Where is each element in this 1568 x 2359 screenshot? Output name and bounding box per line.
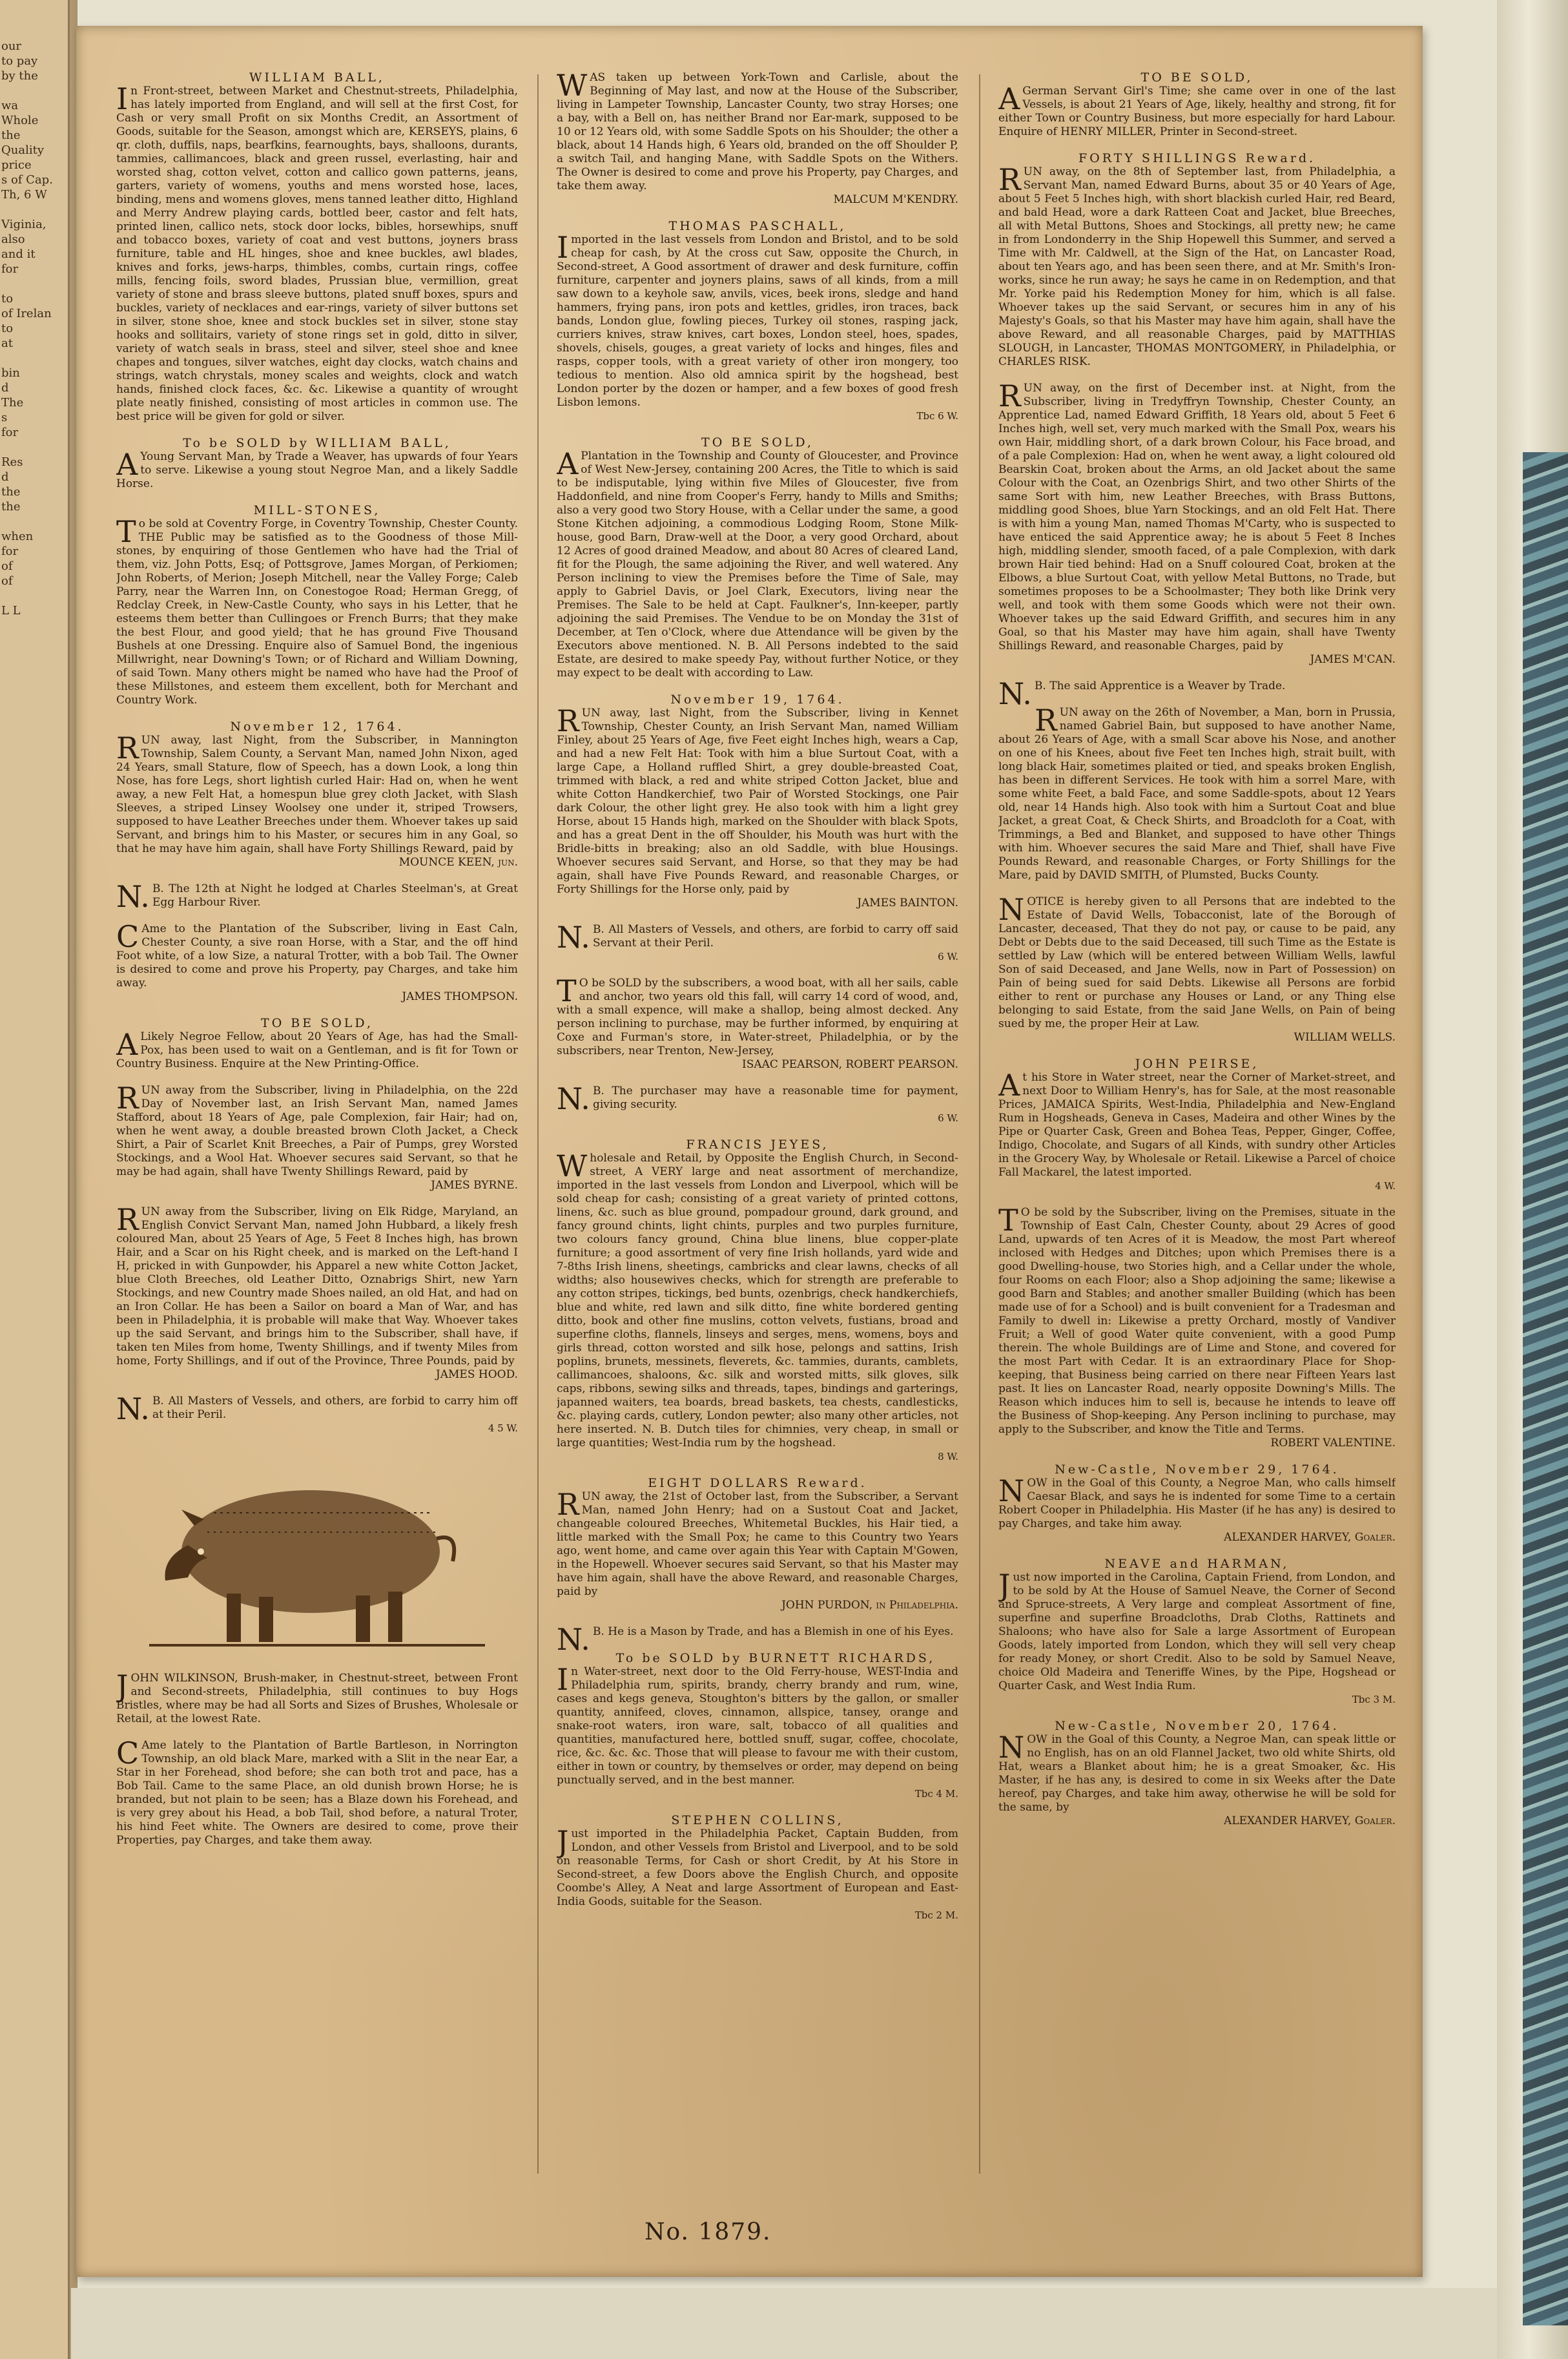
- ad-body: N.B. All Masters of Vessels, and others, are forbid to carry off said Servant at their Peril.: [557, 920, 958, 955]
- ad-body: In Front-street, between Market and Chestnut-streets, Philadelphia, has lately imported from England, and will sell at the first Cost, for Cash or very small Profit on six Months Credit, an Assortment of Goods, suitable for the Season, amongst which are, KERSEYS, plains, 6 qr. cloth, duffils, naps, bearfkins, fearnoughts, bays, shalloons, durants, tammies, callimancoes, black and green russel, everlasting, hair and worsted shag, cotton velvet, cotton and callico gown patterns, jeans, garters, variety of womens, youths and mens worsted hose, laces, binding, mens and womens gloves, mens tanned leather ditto, Highland and Merry Andrew playing cards, bottled beer, castor and felt hats, printed linen, callico nets, stock door locks, bibles, horsewhips, snuff and tobacco boxes, variety of coat and vest buttons, joyners brass furniture, table and HL hinges, shoe and knee buckles, awl blades, knives and forks, jews-harps, thimbles, combs, curtain rings, coffee mills, fencing foils, sword blades, Prussian blue, vermillion, great variety of stone and brass sleeve buttons, plated snuff boxes, spurs and buckles, variety of necklaces and ear-rings, variety of silver buttons set in silver, stone shoe, knee and stock buckles set in silver, stone stay hooks and sollitairs, variety of stone rings set in gold, ditto in silver, variety of watch seals in brass, steel and silver, steel shoe and knee chapes and tongues, silver watches, eight day clocks, watch chains and strings, watch chrystals, money scales and weights, clock and watch hands, finished clock faces, &c. &c. Likewise a quantity of wrought plate neatly finished, consisting of most articles in common use. The best price will be given for gold or silver.: [116, 81, 518, 423]
- advertisement: [557, 436, 958, 680]
- ad-signature: MOUNCE KEEN, jun.: [398, 856, 518, 869]
- issue-number: No. 1879.: [645, 2219, 772, 2245]
- ad-heading: WILLIAM BALL,: [249, 71, 385, 85]
- ad-heading: STEPHEN COLLINS,: [671, 1813, 844, 1827]
- ad-body: At his Store in Water street, near the Corner of Market-street, and next Door to William Henry's, has for Sale, at the most reasonable Prices, JAMAICA Spirits, West-India, Philadelphia and New-England Rum in Hogsheads, Geneva in Cases, Madeira and other Wines by the Pipe or Quarter Cask, Green and Bohea Teas, Pepper, Ginger, Coffee, Indigo, Chocolate, and Sugars of all Kinds, with sundry other Articles in the Grocery Way, by Wholesale or Retail. Likewise a Parcel of choice Fall Mackarel, the latest imported.: [998, 1068, 1396, 1179]
- ad-body: Wholesale and Retail, by Opposite the English Church, in Second-street, A VERY large and neat assortment of merchandize, imported in the last vessels from London and Liverpool, which will be sold cheap for cash; consisting of a great variety of printed cottons, linens, &c. such as blue ground, pompadour ground, dark ground, and fancy ground chints, light chints, purples and two purples furniture, two colours fancy ground, China blue linens, blue copper-plate furniture; a good assortment of very fine Irish hollands, yard wide and 7-8ths Irish linens, sheetings, cambricks and clear lawns, checks of all widths; also housewives checks, which for strength are preferable to any cotton stripes, tickings, bed bunts, ozenbrigs, check handkerchiefs, blue and white, red lawn and silk ditto, fine white bordered genting ditto, book and other fine muslins, cotton velvets, fustians, broad and superfine cloths, flannels, linseys and serges, mens, womens, boys and girls thread, cotton worsted and silk hose, pelongs and sattins, Irish poplins, brunets, messinets, fleverets, &c. tammies, durants, camblets, callimancoes, shaloons, &c. silk and worsted mitts, silk gloves, silk caps, ribbons, sewing silks and threads, tapes, bindings and garterings, japanned waiters, tea boards, bread baskets, tea chests, candlesticks, &c. playing cards, cutlery, London pewter; also many other articles, not here inserted. N. B. Dutch tiles for chimnies, very cheap, in small or large quantities; West-India rum by the hogshead.: [557, 1148, 958, 1450]
- advertisement: [998, 1057, 1396, 1193]
- advertisement: [557, 1622, 958, 1657]
- ad-body: RUN away, on the 8th of September last, from Philadelphia, a Servant Man, named Edward Burns, about 35 or 40 Years of Age, about 5 Feet 5 Inches high, with short blackish curled Hair, red Beard, and bald Head, wore a dark Ratteen Coat and Jacket, blue Breeches, all with Metal Buttons, Shoes and Stockings, all pretty new; he came in from Londonderry in the Ship Hopewell this Summer, and served a Time with Mr. Caldwell, at the Sign of the Hat, on Lancaster Road, about ten Years ago, and has been seen there, and at Mr. Smith's Iron-works, since he run away; he says he came in on Redemption, and that Mr. Yorke paid his Redemption Money for him, which is all false. Whoever takes up the said Servant, or secures him in any of his Majesty's Goals, so that his Master may have him again, shall have the above Reward, and all reasonable Charges, paid by MATTHIAS SLOUGH, in Lancaster, THOMAS MONTGOMERY, in Philadelphia, or CHARLES RISK.: [998, 162, 1396, 368]
- advertisement: [557, 1814, 958, 1922]
- ad-signature: JAMES BYRNE.: [431, 1179, 518, 1192]
- advertisement: [998, 1463, 1396, 1544]
- ad-body: RUN away from the Subscriber, living in Philadelphia, on the 22d Day of November last, an Irish Servant Man, named James Stafford, about 18 Years of Age, pale Complexion, fair Hair; had on, when he went away, a double breasted brown Cloth Jacket, a Check Shirt, a Pair of Scarlet Knit Breeches, a Pair of Pumps, grey Worsted Stockings, and a Wool Hat. Whoever secures said Servant, so that he may be had again, shall have Twenty Shillings Reward, paid by: [116, 1081, 518, 1178]
- advertisement: [116, 1017, 518, 1071]
- ad-body: RUN away, last Night, from the Subscriber, in Mannington Township, Salem County, a Servant Man, named John Nixon, aged 24 Years, small Stature, flow of Speech, has a down Look, a long thin Nose, has fore Legs, short lightish curled Hair: Had on, when he went away, a new Felt Hat, a homespun blue grey cloth Jacket, with Slash Sleeves, a striped Linsey Woolsey one under it, striped Trowsers, supposed to have Leather Breeches under them. Whoever takes up said Servant, and brings him to his Master, or secures him in any Goal, so that he may have him again, shall have Forty Shillings Reward, paid by: [116, 731, 518, 855]
- adjacent-page-fragment: [0, 0, 70, 2359]
- ad-insertion-mark: 4 5 W.: [488, 1422, 518, 1434]
- ad-insertion-mark: Tbc 4 M.: [914, 1788, 958, 1800]
- ad-heading: TO BE SOLD,: [1140, 71, 1253, 85]
- ad-body: Imported in the last vessels from London and Bristol, and to be sold cheap for cash, by At the cross cut Saw, opposite the Church, in Second-street, A Good assortment of drawer and desk furniture, coffin furniture, carpenter and joyners plains, saws of all kinds, from a mill saw down to a keyhole saw, anvils, vices, beek irons, sledge and hand hammers, frying pans, iron pots and kettles, gridles, iron traces, back bands, London glue, fowling pieces, Turkey oil stones, rasping jack, curriers knives, straw knives, cart boxes, London steel, hoes, spades, shovels, chisels, gouges, a great variety of locks and hinges, files and rasps, copper tools, with a great variety of other iron mongery, too tedious to mention. Also old amnica spirit by the hogshead, best London porter by the dozen or hamper, and a few boxes of good fresh Lisbon lemons.: [557, 230, 958, 409]
- page-bottom-margin: [71, 2288, 1497, 2359]
- ad-body: CAme lately to the Plantation of Bartle Bartleson, in Norrington Township, an old black Mare, marked with a Slit in the near Ear, a Star in her Forehead, shod before; she can both trot and pace, has a Bob Tail. Came to the same Place, an old dunish brown Horse; he is branded, but not plain to be seen; has a Blaze down his Forehead, and is very grey about his Head, a bob Tail, shod before, a natural Troter, his hind Feet white. The Owners are desired to come, prove their Properties, pay Charges, and take them away.: [116, 1736, 518, 1847]
- advertisement: [998, 892, 1396, 1044]
- advertisement: [116, 919, 518, 1004]
- advertisement: [116, 720, 518, 869]
- marbled-endpaper: [1523, 452, 1568, 2325]
- advertisement: [998, 152, 1396, 369]
- ad-heading: November 19, 1764.: [670, 692, 845, 707]
- ad-signature: JAMES THOMPSON.: [402, 990, 518, 1003]
- advertisement: [116, 1391, 518, 1435]
- advertisement: [998, 1557, 1396, 1707]
- ad-body: NOTICE is hereby given to all Persons that are indebted to the Estate of David Wells, Tobacconist, late of the Borough of Lancaster, deceased, That they do not pay, or cause to be paid, any Debt or Debts due to the said Deceased, till such Time as the Estate is settled by Law (which will be entered between William Wells, lawful Son of said Deceased, and Jane Wells, now in Part of Possession) on Pain of being sued for said Debts. Likewise all Persons are forbid either to rent or purchase any Houses or Land, or any Thing else belonging to said Estate, from the said Jane Wells, on Pain of being sued by me, the proper Heir at Law.: [998, 892, 1396, 1030]
- ad-heading: MILL-STONES,: [253, 503, 381, 517]
- ad-body: APlantation in the Township and County of Gloucester, and Province of West New-Jersey, containing 200 Acres, the Title to which is said to be indisputable, lying within five Miles of Gloucester, five from Haddonfield, and nine from Cooper's Ferry, handy to Mills and Smiths; also a very good two Story House, with a Cellar under the same, a good Stone Kitchen adjoining, a commodious Lodging Room, Stone Milk-house, good Barn, Draw-well at the Door, a very good Orchard, about 12 Acres of good drained Meadow, and about 80 Acres of cleared Land, fit for the Plough, the same adjoining the River, and well watered. Any Person inclining to view the Premises before the Time of Sale, may apply to Gabriel Davis, or Joel Clark, Executors, living near the Premises. The Sale to be held at Capt. Faulkner's, Inn-keeper, partly adjoining the said Premises. The Vendue to be on Monday the 31st of December, at Ten o'Clock, where due Attendance will be given by the Executors above mentioned. N. B. All Persons indebted to the said Estate, are desired to make speedy Pay, without further Notice, or they may expect to be dealt with according to Law.: [557, 446, 958, 680]
- advertisement: [557, 220, 958, 423]
- advertisement: [116, 504, 518, 707]
- ad-insertion-mark: 8 W.: [938, 1451, 958, 1462]
- ad-body: N.B. He is a Mason by Trade, and has a Blemish in one of his Eyes.: [557, 1622, 954, 1657]
- advertisement: [998, 676, 1396, 711]
- column-1: [116, 71, 518, 2170]
- advertisement: [116, 879, 518, 914]
- ad-heading: To be SOLD by WILLIAM BALL,: [183, 436, 451, 450]
- ad-body: JOHN WILKINSON, Brush-maker, in Chestnut-street, between Front and Second-streets, Philadelphia, still continues to buy Hogs Bristles, where may be had all Sorts and Sizes of Brushes, Wholesale or Retail, at the lowest Rate.: [116, 1668, 518, 1725]
- ad-body: TO be sold by the Subscriber, living on the Premises, situate in the Township of East Caln, Chester County, about 29 Acres of good Land, upwards of ten Acres of it is Meadow, the most Part whereof inclosed with Hedges and Ditches; upon which Premises there is a good Dwelling-house, two Stories high, and a Cellar under the whole, four Rooms on each Floor; also a Shop adjoining the same; likewise a good Barn and Stables; and another smaller Building (which has been made use of for a School) and is built convenient for a Tradesman and Family to dwell in: Likewise a pretty Orchard, mostly of Vandiver Fruit; a Well of good Water quite convenient, with a good Pump therein. The whole Buildings are of Lime and Stone, and covered for the most Part with Cedar. It is an extraordinary Place for Shop-keeping, that Business being carried on there near Fifteen Years last past. It lies on Lancaster Road, nearly opposite Downing's Mills. The Reason which induces him to sell is, because he intends to leave off the Business of Shop-keeping. Any Person inclining to purchase, may apply to the Subscriber, and know the Title and Terms.: [998, 1203, 1396, 1436]
- ad-signature: JAMES M'CAN.: [1310, 653, 1396, 666]
- ad-body: AGerman Servant Girl's Time; she came over in one of the last Vessels, is about 21 Years of Age, likely, healthy and strong, fit for either Town or Country Business, but more especially for hard Labour. Enquire of HENRY MILLER, Printer in Second-street.: [998, 81, 1396, 138]
- ad-signature: ALEXANDER HARVEY, Goaler.: [1224, 1531, 1396, 1544]
- ad-signature: JAMES BAINTON.: [857, 897, 958, 909]
- ad-body: In Water-street, next door to the Old Ferry-house, WEST-India and Philadelphia rum, spirits, brandy, cherry brandy and rum, wine, cases and kegs geneva, Stoughton's bitters by the gallon, or smaller quantity, annifeed, cloves, cinnamon, allspice, tansey, orange and snake-root waters, iron ware, salt, tobacco of all qualities and quantities, manufactured here, bottled snuff, sugar, coffee, chocolate, rice, &c. &c. &c. Those that will please to favour me with their custom, either in town or country, by themselves or order, may depend on being punctually served, and in the best manner.: [557, 1662, 958, 1787]
- ad-heading: To be SOLD by BURNETT RICHARDS,: [615, 1651, 936, 1665]
- boar-woodcut-illustration: [149, 1448, 485, 1661]
- advertisement: [116, 437, 518, 491]
- ad-body: To be sold at Coventry Forge, in Coventry Township, Chester County. THE Public may be satisfied as to the Goodness of those Mill-stones, by enquiring of those Gentlemen who have had the Trial of them, viz. John Potts, Esq; of Pottsgrove, James Morgan, of Perkiomen; John Roberts, of Merion; Joseph Mitchell, near the Valley Forge; Caleb Parry, near the Warren Inn, on Conestogoe Road; Herman Gregg, of Redclay Creek, in New-Castle County, who says in his Letter, that he esteems them better than Cullingoes or French Burrs; that they make the best Flour, and good yield; that he has ground Five Thousand Bushels at one Dressing. Enquire also of Samuel Bond, the ingenious Millwright, near Downing's Town; or of Richard and William Downing, of said Town. Many others might be named who have had the Proof of these Millstones, and esteem them excellent, both for Merchant and Country Work.: [116, 514, 518, 707]
- advertisement: [116, 1202, 518, 1382]
- advertisement: [998, 1720, 1396, 1828]
- advertisement: [557, 1138, 958, 1464]
- advertisement: [557, 71, 958, 207]
- advertisement: [998, 1203, 1396, 1450]
- ad-body: CAme to the Plantation of the Subscriber, living in East Caln, Chester County, a sive roan Horse, with a Star, and the off hind Foot white, of a low Size, a natural Trotter, with a bob Tail. The Owner is desired to come and prove his Property, pay Charges, and take him away.: [116, 919, 518, 990]
- ad-insertion-mark: Tbc 3 M.: [1352, 1694, 1396, 1705]
- ad-heading: THOMAS PASCHALL,: [668, 219, 847, 233]
- advertisement: [557, 1652, 958, 1801]
- ad-body: RUN away from the Subscriber, living on Elk Ridge, Maryland, an English Convict Servant Man, named John Hubbard, a likely fresh coloured Man, about 25 Years of Age, 5 Feet 8 Inches high, has brown Hair, and a Scar on his Right cheek, and is marked on the Left-hand I H, pricked in with Gunpowder, his Apparel a new white Cotton Jacket, blue Cloth Breeches, old Leather Ditto, Oznabrigs Shirt, new Yarn Stockings, and new Country made Shoes nailed, an old Hat, and had on an Iron Collar. He has been a Sailor on board a Man of War, and has been in Philadelphia, it is probable will make that Way. Whoever takes up the said Servant, and brings him to the Subscriber, shall have, if taken ten Miles from home, Twenty Shillings, and if twenty Miles from home, Forty Shillings, and if out of the Province, Three Pounds, paid by: [116, 1202, 518, 1367]
- ad-body: N.B. The purchaser may have a reasonable time for payment, giving security.: [557, 1081, 958, 1116]
- advertisement: [557, 920, 958, 964]
- ad-signature: JOHN PURDON, in Philadelphia.: [781, 1599, 958, 1612]
- ad-heading: November 12, 1764.: [230, 720, 404, 734]
- column-3: [998, 71, 1396, 2170]
- ad-heading: FORTY SHILLINGS Reward.: [1078, 151, 1316, 165]
- ad-heading: NEAVE and HARMAN,: [1104, 1557, 1290, 1571]
- advertisement: [998, 71, 1396, 139]
- ad-signature: ISAAC PEARSON, ROBERT PEARSON.: [741, 1058, 958, 1071]
- advertisement: [557, 973, 958, 1072]
- ad-signature: JAMES HOOD.: [435, 1368, 518, 1381]
- ad-body: TO be SOLD by the subscribers, a wood boat, with all her sails, cable and anchor, two years old this fall, will carry 14 cord of wood, and, with a small expence, will make a shallop, being almost decked. Any person inclining to purchase, may be further informed, by enquiring at Coxe and Furman's store, in Water-street, Philadelphia, or by the subscribers, near Trenton, New-Jersey,: [557, 973, 958, 1057]
- advertisement: [557, 1081, 958, 1125]
- ad-body: NOW in the Goal of this County, a Negroe Man, who calls himself Caesar Black, and says he is indented for some Time to a certain Robert Cooper in Philadelphia. His Master (if he has any) is desired to pay Charges, and take him away.: [998, 1473, 1396, 1530]
- column-rule: [537, 74, 539, 2174]
- ad-insertion-mark: Tbc 2 M.: [914, 1909, 958, 1921]
- ad-insertion-mark: 6 W.: [938, 951, 958, 962]
- ad-body: ALikely Negroe Fellow, about 20 Years of Age, has had the Small-Pox, has been used to wait on a Gentleman, and is fit for Town or Country Business. Enquire at the New Printing-Office.: [116, 1027, 518, 1070]
- advertisement: [116, 1668, 518, 1726]
- ad-heading: FRANCIS JEYES,: [686, 1138, 829, 1152]
- ad-signature: ROBERT VALENTINE.: [1270, 1437, 1396, 1450]
- ad-body: Just now imported in the Carolina, Captain Friend, from London, and to be sold by At the House of Samuel Neave, the Corner of Second and Spruce-streets, A Very large and compleat Assortment of fine, superfine and superfine Broadcloths, Drab Cloths, Rattinets and Shaloons; who have also for Sale a large Assortment of European Goods, lately imported from London, which they will sell very cheap for ready Money, or short Credit. Also to be sold by Samuel Neave, choice Old Madeira and Teneriffe Wines, by the Pipe, Hogshead or Quarter Cask, and West India Rum.: [998, 1568, 1396, 1692]
- ad-body: Just imported in the Philadelphia Packet, Captain Budden, from London, and other Vessels from Bristol and Liverpool, and to be sold on reasonable Terms, for Cash or short Credit, by At his Store in Second-street, a few Doors above the English Church, and opposite Coombe's Alley, A Neat and large Assortment of European and East-India Goods, suitable for the Season.: [557, 1824, 958, 1908]
- ad-body: NOW in the Goal of this County, a Negroe Man, can speak little or no English, has on an old Flannel Jacket, two old white Shirts, old Hat, wears a Blanket about him; he is a great Smoaker, &c. His Master, if he has any, is desired to come in six Weeks after the Date hereof, pay Charges, and take him away, otherwise he will be sold for the same, by: [998, 1730, 1396, 1814]
- ad-heading: New-Castle, November 20, 1764.: [1055, 1719, 1339, 1733]
- advertisement: [998, 379, 1396, 667]
- ad-body: RUN away, last Night, from the Subscriber, living in Kennet Township, Chester County, an Irish Servant Man, named William Finley, about 25 Years of Age, five Feet eight Inches high, wears a Cap, and had a new Felt Hat: Took with him a blue Surtout Coat, with a large Cape, a Holland ruffled Shirt, a grey double-breasted Coat, trimmed with black, a red and white striped Cotton Jacket, blue and white Cotton Handkerchief, two Pair of Worsted Stockings, one Pair dark Colour, the other light grey. He also took with him a light grey Horse, about 15 Hands high, marked on the Shoulder with black Spots, and has a great Dent in the off Shoulder, his Mouth was hurt with the Bridle-bitts in breaking; also an old Saddle, with blue Housings. Whoever secures said Servant, and Horse, so that they may be had again, shall have Five Pounds Reward, and reasonable Charges, or Forty Shillings for the Horse only, paid by: [557, 703, 958, 896]
- advertisement: [116, 1736, 518, 1847]
- ad-body: RUN away, on the first of December inst. at Night, from the Subscriber, living in Tredyffryn Township, Chester County, an Apprentice Lad, named Edward Griffith, 18 Years old, about 5 Feet 6 Inches high, well set, very much marked with the Small Pox, wears his own Hair, middling short, of a dark brown Colour, his Face broad, and of a pale Complexion: Had on, when he went away, a light coloured old Bearskin Coat, broken about the Arms, an old Jacket about the same Colour with the Coat, an Ozenbrigs Shirt, and two other Shirts of the same Sort with him, new Leather Breeches, with Brass Buttons, middling good Shoes, blue Yarn Stockings, and an old Felt Hat. There is with him a young Man, named Thomas M'Carty, who is suspected to have enticed the said Apprentice away; he is about 5 Feet 8 Inches high, middling slender, smooth faced, of a pale Complexion, with dark brown Hair tied behind: Had on a Snuff coloured Coat, broken at the Elbows, a blue Surtout Coat, with yellow Metal Buttons, no Trade, but sometimes proposes to be a Schoolmaster; They both like Drink very well, and took with them some Goods which were not their own. Whoever takes up the said Edward Griffith, and secures him in any Goal, so that his Master may have him again, shall have Twenty Shillings Reward, and reasonable Charges, paid by: [998, 379, 1396, 652]
- column-rule: [979, 74, 980, 2174]
- advertisement: [116, 71, 518, 424]
- ad-body: RUN away on the 26th of November, a Man, born in Prussia, named Gabriel Bain, but supposed to have another Name, about 26 Years of Age, with a small Scar above his Nose, and another on one of his Knees, about five Feet ten Inches high, strait built, with long black Hair, sometimes plaited or tied, and speaks broken English, has been in different Services. He took with him a sorrel Mare, with some white Feet, a bald Face, and some Saddle-spots, about 12 Years old, near 14 Hands high. Also took with him a Surtout Coat and blue Jacket, a great Coat, & Check Shirts, and Broadcloth for a Coat, with Trimmings, a Bed and Blanket, and supposed to have other Things with him. Whoever secures the said Mare and Thief, shall have Five Pounds Reward, and reasonable Charges, or Forty Shillings for the Mare, paid by DAVID SMITH, of Plumsted, Bucks County.: [998, 703, 1396, 882]
- newspaper-page: [76, 26, 1423, 2277]
- ad-signature: MALCUM M'KENDRY.: [833, 193, 958, 206]
- ad-body: WAS taken up between York-Town and Carlisle, about the Beginning of May last, and now at the House of the Subscriber, living in Lampeter Township, Lancaster County, two stray Horses; one a bay, with a Bell on, has neither Brand nor Ear-mark, supposed to be 10 or 12 Years old, with some Saddle Spots on his Shoulder; the other a black, about 14 Hands high, 6 Years old, branded on the off Shoulder P, a switch Tail, and hanging Mane, with Saddle Spots on the Withers. The Owner is desired to come and prove his Property, pay Charges, and take them away.: [557, 71, 958, 192]
- ad-insertion-mark: 6 W.: [938, 1112, 958, 1124]
- ad-heading: TO BE SOLD,: [701, 435, 814, 450]
- column-2: [557, 71, 958, 2170]
- ad-heading: JOHN PEIRSE,: [1135, 1057, 1259, 1071]
- advertisement: [998, 703, 1396, 882]
- ad-body: N.B. The 12th at Night he lodged at Charles Steelman's, at Great Egg Harbour River.: [116, 879, 518, 914]
- ad-insertion-mark: 4 W.: [1375, 1180, 1396, 1192]
- ad-insertion-mark: Tbc 6 W.: [916, 410, 958, 422]
- advertisement: [557, 693, 958, 910]
- ad-signature: WILLIAM WELLS.: [1294, 1031, 1396, 1044]
- advertisement: [116, 1081, 518, 1192]
- adjacent-page-text: our to pay by the wa Whole the Quality price s of Cap. Th, 6 W Viginia, also and it for to of Irelan to at bin d The s for Res d the the when for of of L L: [1, 39, 53, 618]
- ad-body: N.B. The said Apprentice is a Weaver by Trade.: [998, 676, 1286, 711]
- ad-heading: New-Castle, November 29, 1764.: [1055, 1462, 1339, 1477]
- ad-body: N.B. All Masters of Vessels, and others, are forbid to carry him off at their Peril.: [116, 1391, 518, 1426]
- ad-signature: ALEXANDER HARVEY, Goaler.: [1224, 1814, 1396, 1827]
- ad-heading: TO BE SOLD,: [261, 1016, 373, 1030]
- ad-body: RUN away, the 21st of October last, from the Subscriber, a Servant Man, named John Henry; had on a Sustout Coat and Jacket, changeable coloured Breeches, Whitemetal Buckles, his Hair tied, a little marked with the Small Pox; he came to this Country two Years ago, went home, and came over again this Year with Captain M'Gowen, in the Hopewell. Whoever secures said Servant, so that his Master may have him again, shall have the above Reward, and reasonable Charges, paid by: [557, 1487, 958, 1598]
- ad-heading: EIGHT DOLLARS Reward.: [648, 1476, 867, 1490]
- advertisement: [557, 1477, 958, 1612]
- ad-body: AYoung Servant Man, by Trade a Weaver, has upwards of four Years to serve. Likewise a young stout Negroe Man, and a likely Saddle Horse.: [116, 447, 518, 490]
